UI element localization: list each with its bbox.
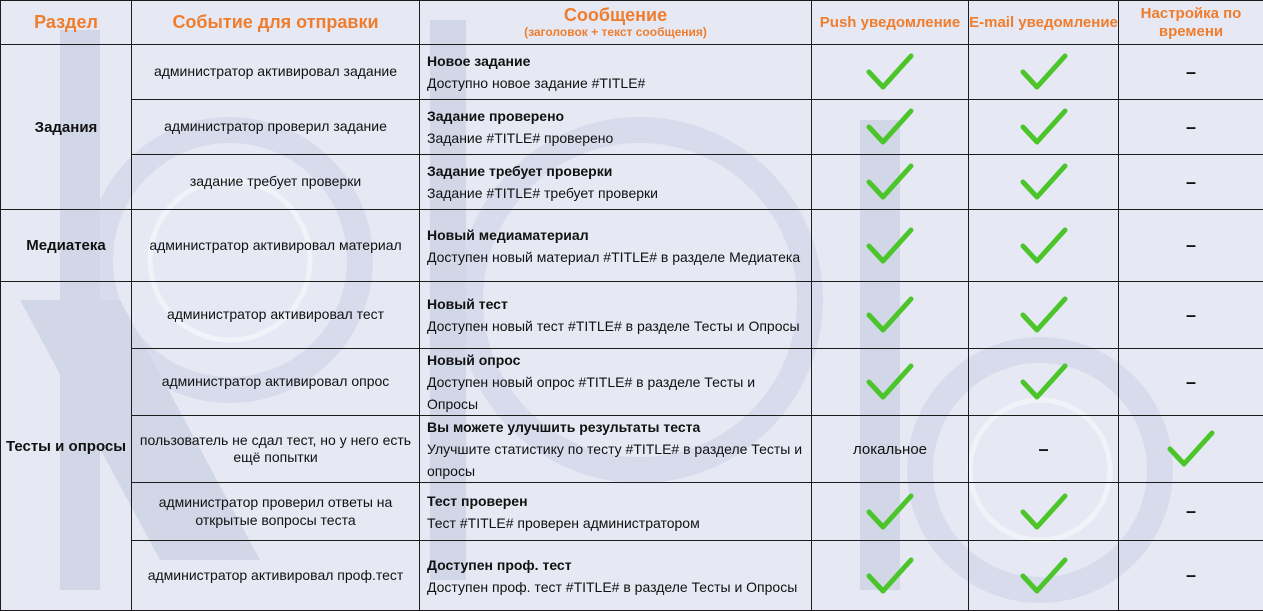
checkmark-icon: [866, 52, 914, 92]
timing-cell: [1119, 483, 1263, 541]
checkmark-icon: [1020, 107, 1068, 147]
message-body: Задание #TITLE# проверено: [427, 127, 804, 149]
checkmark-icon: [866, 492, 914, 532]
dash-mark: –: [1186, 565, 1196, 586]
dash-mark: –: [1186, 501, 1196, 522]
timing-cell: [1119, 416, 1263, 483]
email-cell: [969, 45, 1119, 100]
header-push: Push уведомление: [812, 1, 969, 45]
table-row: [1, 483, 1263, 541]
message-title: Задание проверено: [427, 105, 804, 127]
checkmark-icon: [1020, 226, 1068, 266]
message-title: Тест проверен: [427, 490, 804, 512]
message-body: Доступен новый опрос #TITLE# в разделе Тесты и Опросы: [427, 371, 804, 415]
email-cell: [969, 155, 1119, 210]
push-cell: [812, 100, 969, 155]
header-timing: Настройка по времени: [1119, 1, 1263, 45]
push-cell: [812, 541, 969, 611]
table-row: [1, 45, 1263, 100]
message-body: Доступно новое задание #TITLE#: [427, 72, 804, 94]
message-body: Доступен проф. тест #TITLE# в разделе Тесты и Опросы: [427, 576, 804, 598]
message-cell: [420, 349, 812, 416]
table-row: [1, 282, 1263, 349]
event-cell: администратор проверил задание: [132, 100, 420, 155]
push-cell: [812, 416, 969, 483]
checkmark-icon: [866, 226, 914, 266]
header-section: Раздел: [1, 1, 132, 45]
message-cell: [420, 45, 812, 100]
checkmark-icon: [1167, 429, 1215, 469]
timing-cell: [1119, 541, 1263, 611]
table-row: [1, 541, 1263, 611]
push-cell: [812, 282, 969, 349]
event-cell: задание требует проверки: [132, 155, 420, 210]
dash-mark: –: [1186, 372, 1196, 393]
message-cell: [420, 541, 812, 611]
dash-mark: –: [1186, 62, 1196, 83]
checkmark-icon: [1020, 52, 1068, 92]
message-cell: [420, 155, 812, 210]
message-cell: [420, 282, 812, 349]
message-title: Доступен проф. тест: [427, 554, 804, 576]
timing-cell: [1119, 155, 1263, 210]
push-cell: [812, 155, 969, 210]
event-cell: администратор активировал проф.тест: [132, 541, 420, 611]
message-body: Доступен новый тест #TITLE# в разделе Тесты и Опросы: [427, 315, 804, 337]
event-cell: пользователь не сдал тест, но у него есть ещё попытки: [132, 416, 420, 483]
timing-cell: [1119, 349, 1263, 416]
section-label: Медиатека: [1, 210, 132, 282]
email-cell: [969, 349, 1119, 416]
timing-cell: [1119, 100, 1263, 155]
timing-cell: [1119, 282, 1263, 349]
table-row: [1, 100, 1263, 155]
email-cell: [969, 483, 1119, 541]
dash-mark: –: [1186, 117, 1196, 138]
checkmark-icon: [1020, 362, 1068, 402]
timing-cell: [1119, 210, 1263, 282]
email-cell: [969, 100, 1119, 155]
section-label: Тесты и опросы: [1, 282, 132, 611]
event-cell: администратор проверил ответы на открытые вопросы теста: [132, 483, 420, 541]
table-row: [1, 349, 1263, 416]
table-row: [1, 210, 1263, 282]
checkmark-icon: [866, 295, 914, 335]
event-cell: администратор активировал тест: [132, 282, 420, 349]
push-cell: [812, 210, 969, 282]
email-cell: [969, 541, 1119, 611]
status-text: локальное: [853, 441, 927, 458]
checkmark-icon: [1020, 492, 1068, 532]
timing-cell: [1119, 45, 1263, 100]
message-title: Новый опрос: [427, 349, 804, 371]
header-email: E-mail уведомление: [969, 1, 1119, 45]
header-message-subtitle: (заголовок + текст сообщения): [420, 26, 811, 40]
message-cell: [420, 416, 812, 483]
message-title: Новый медиаматериал: [427, 224, 804, 246]
message-title: Задание требует проверки: [427, 160, 804, 182]
dash-mark: –: [1186, 172, 1196, 193]
checkmark-icon: [866, 556, 914, 596]
header-event: Событие для отправки: [132, 1, 420, 45]
event-cell: администратор активировал задание: [132, 45, 420, 100]
checkmark-icon: [1020, 556, 1068, 596]
message-title: Вы можете улучшить результаты теста: [427, 416, 804, 438]
checkmark-icon: [866, 107, 914, 147]
header-message: [420, 1, 812, 45]
push-cell: [812, 483, 969, 541]
dash-mark: –: [1038, 439, 1048, 460]
message-body: Тест #TITLE# проверен администратором: [427, 512, 804, 534]
message-cell: [420, 100, 812, 155]
email-cell: [969, 210, 1119, 282]
table-body: [1, 45, 1263, 611]
message-body: Задание #TITLE# требует проверки: [427, 182, 804, 204]
checkmark-icon: [866, 162, 914, 202]
checkmark-icon: [1020, 162, 1068, 202]
checkmark-icon: [866, 362, 914, 402]
push-cell: [812, 45, 969, 100]
email-cell: [969, 416, 1119, 483]
table-row: [1, 416, 1263, 483]
dash-mark: –: [1186, 305, 1196, 326]
push-cell: [812, 349, 969, 416]
message-cell: [420, 210, 812, 282]
dash-mark: –: [1186, 235, 1196, 256]
event-cell: администратор активировал опрос: [132, 349, 420, 416]
message-title: Новое задание: [427, 50, 804, 72]
table-row: [1, 155, 1263, 210]
header-message-title: Сообщение: [564, 5, 667, 25]
section-label: Задания: [1, 45, 132, 210]
message-body: Доступен новый материал #TITLE# в разделе Медиатека: [427, 246, 804, 268]
message-body: Улучшите статистику по тесту #TITLE# в разделе Тесты и опросы: [427, 438, 804, 482]
message-title: Новый тест: [427, 293, 804, 315]
event-cell: администратор активировал материал: [132, 210, 420, 282]
message-cell: [420, 483, 812, 541]
checkmark-icon: [1020, 295, 1068, 335]
email-cell: [969, 282, 1119, 349]
